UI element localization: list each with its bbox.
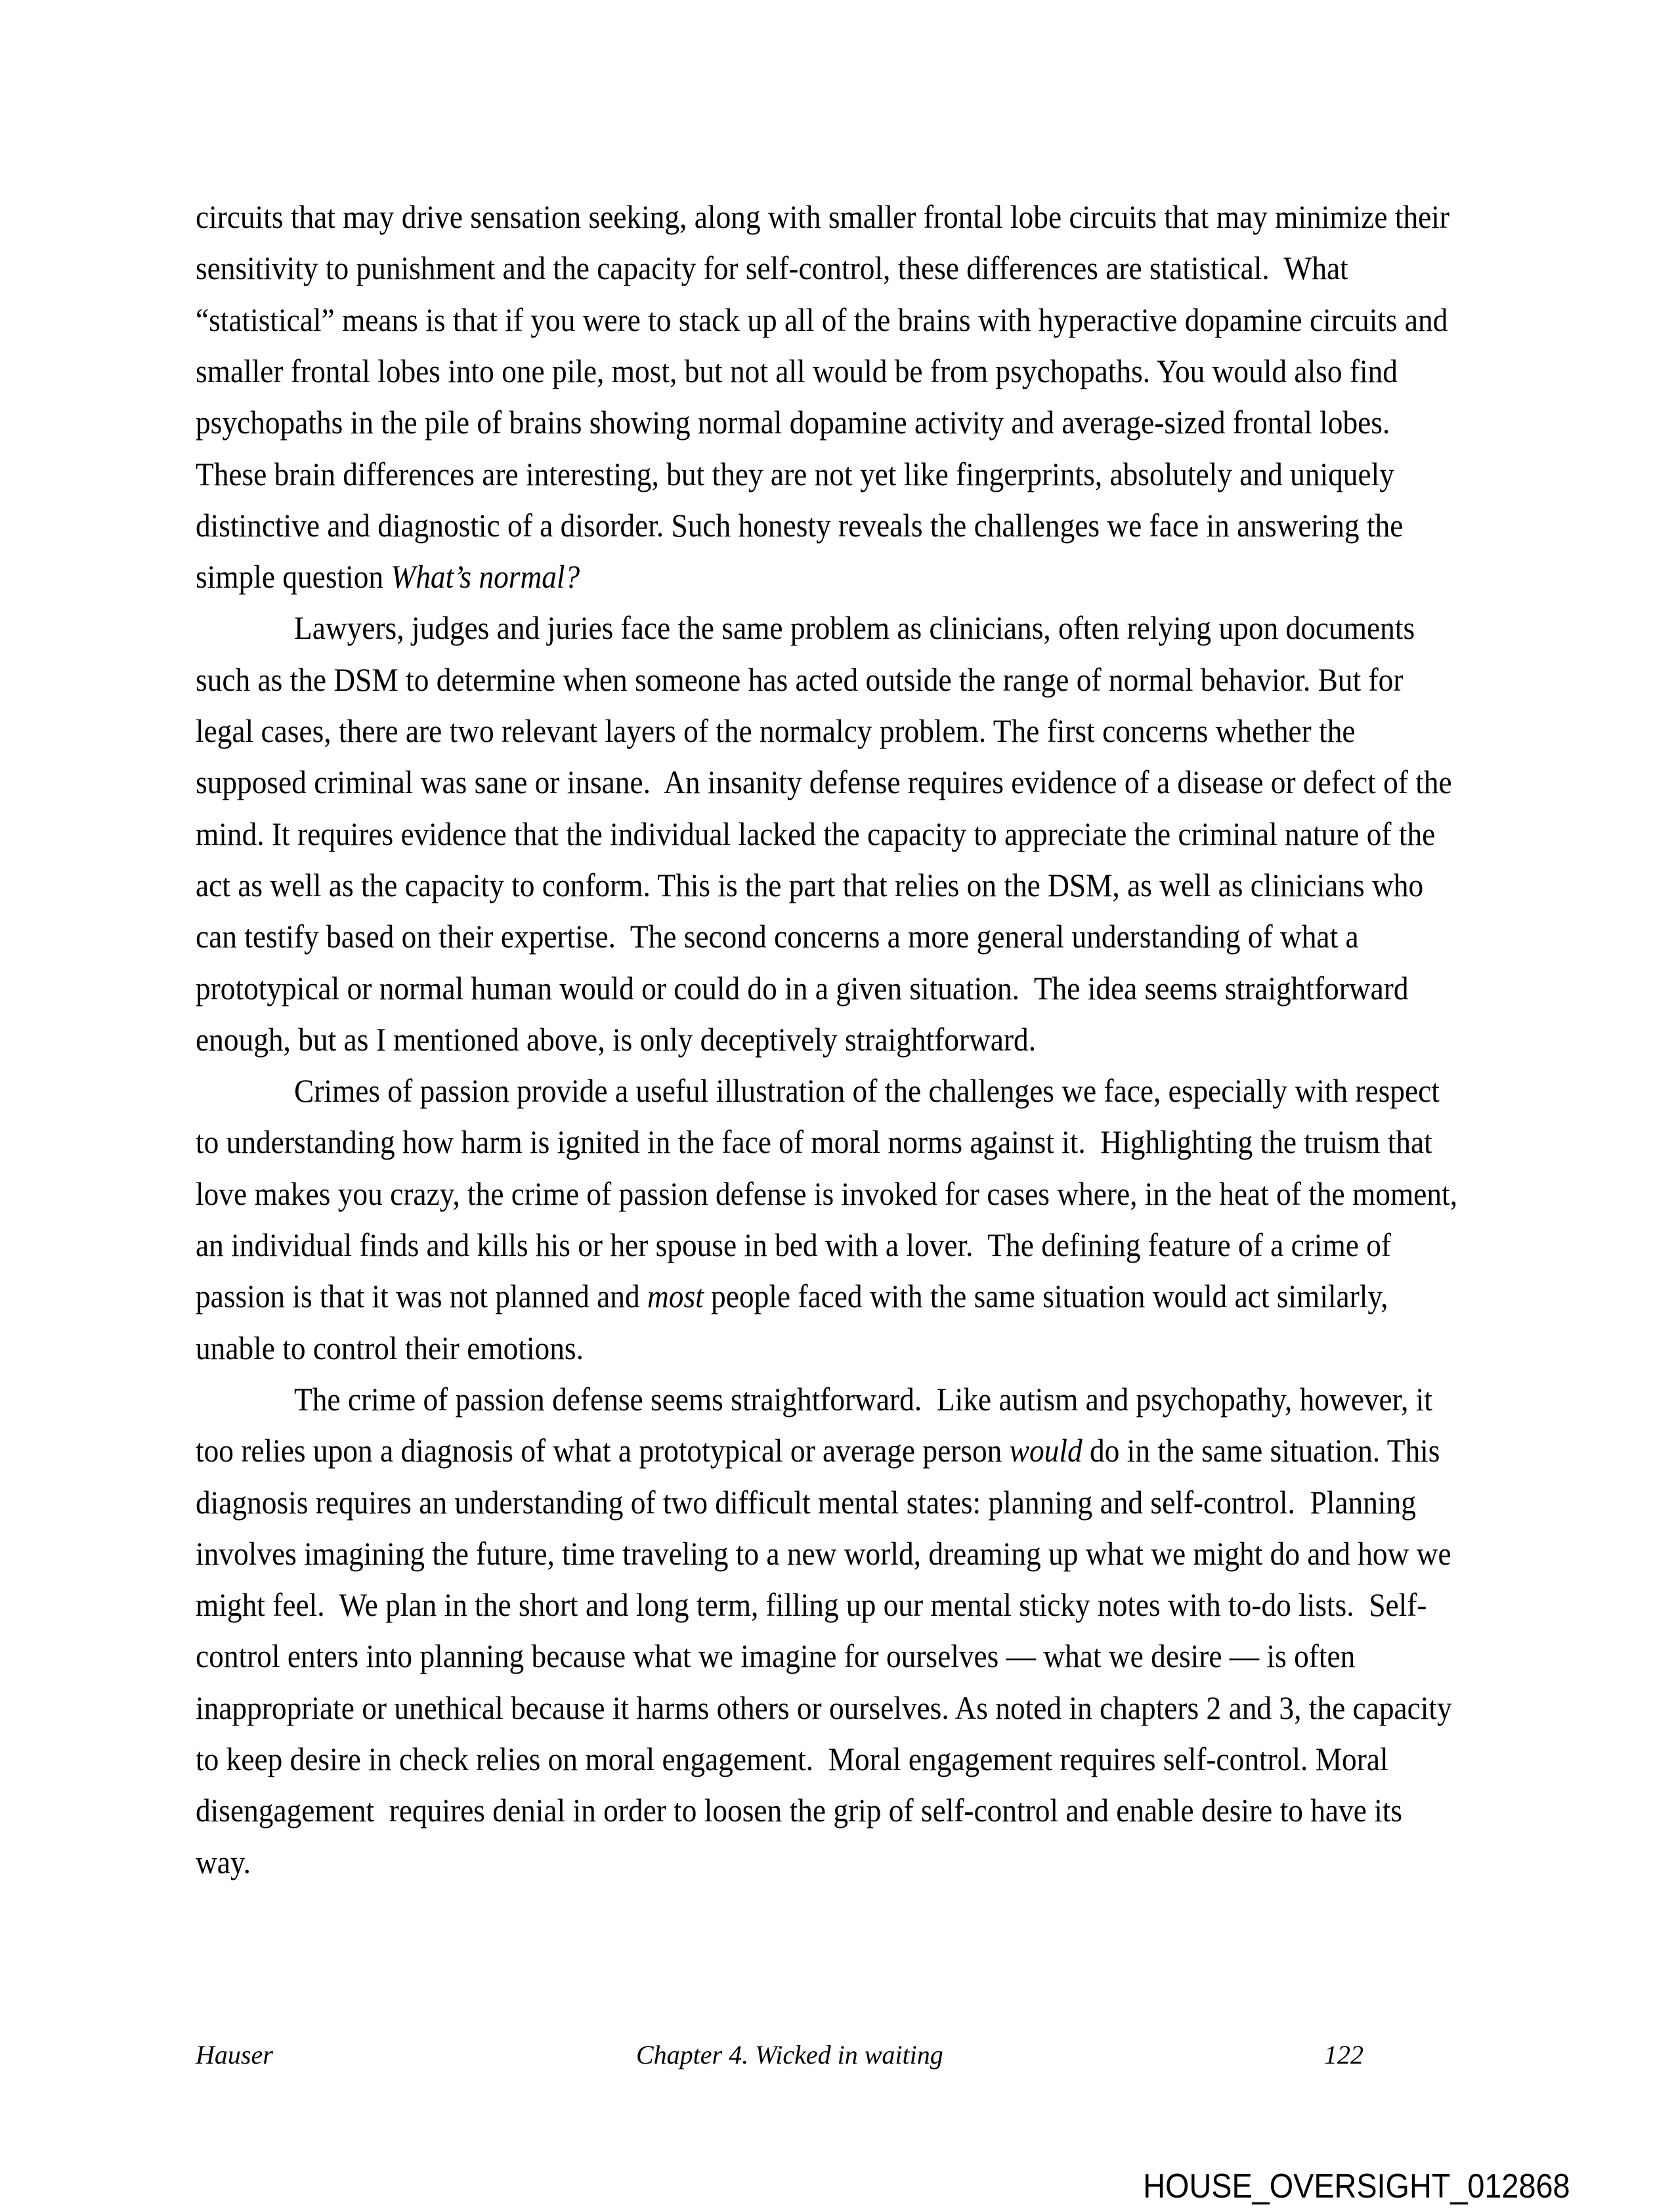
text-span: prototypical or normal human would or could do in a given situation. The idea seems straightforward bbox=[196, 969, 1409, 1007]
text-line bbox=[196, 1579, 1427, 1630]
text-span: smaller frontal lobes into one pile, most, but not all would be from psychopaths. You would also find bbox=[196, 352, 1398, 389]
footer-author: Hauser bbox=[196, 2040, 273, 2070]
text-line bbox=[196, 1014, 1036, 1065]
text-span: to understanding how harm is ignited in the face of moral norms against it. Highlighting the truism that bbox=[196, 1123, 1432, 1161]
text-span: do in the same situation. This bbox=[1082, 1432, 1440, 1469]
text-line bbox=[196, 911, 1359, 962]
text-span: supposed criminal was sane or insane. An insanity defense requires evidence of a disease or defect of the bbox=[196, 764, 1452, 801]
text-line bbox=[196, 397, 1390, 448]
text-span: circuits that may drive sensation seeking, along with smaller frontal lobe circuits that may minimize their bbox=[196, 198, 1449, 235]
text-span: legal cases, there are two relevant layers of the normalcy problem. The first concerns whether the bbox=[196, 712, 1356, 749]
italic-text: most bbox=[647, 1278, 704, 1315]
text-line bbox=[196, 294, 1448, 345]
text-span: act as well as the capacity to conform. This is the part that relies on the DSM, as well as clinicians who bbox=[196, 866, 1424, 903]
italic-text: What’s normal? bbox=[391, 558, 580, 596]
text-span: such as the DSM to determine when someone has acted outside the range of normal behavior. But for bbox=[196, 661, 1404, 698]
text-line bbox=[196, 448, 1394, 500]
text-line bbox=[196, 1836, 251, 1888]
text-span: can testify based on their expertise. The second concerns a more general understanding of what a bbox=[196, 918, 1359, 955]
text-span: sensitivity to punishment and the capacity for self-control, these differences are statistical. What bbox=[196, 249, 1348, 287]
text-line bbox=[196, 242, 1348, 293]
text-span: mind. It requires evidence that the individual lacked the capacity to appreciate the criminal nature of the bbox=[196, 815, 1436, 852]
text-span: love makes you crazy, the crime of passion defense is invoked for cases where, in the heat of the moment, bbox=[196, 1175, 1458, 1212]
text-span: people faced with the same situation would act similarly, bbox=[703, 1278, 1388, 1315]
text-line bbox=[294, 1065, 1440, 1116]
text-line bbox=[196, 963, 1409, 1014]
text-span: might feel. We plan in the short and long term, filling up our mental sticky notes with to-do lists. Self- bbox=[196, 1586, 1427, 1624]
text-span: psychopaths in the pile of brains showing normal dopamine activity and average-sized frontal lobes. bbox=[196, 404, 1390, 441]
text-span: Lawyers, judges and juries face the same problem as clinicians, often relying upon documents bbox=[294, 609, 1415, 647]
text-span: passion is that it was not planned and bbox=[196, 1278, 647, 1315]
text-line bbox=[196, 1322, 584, 1374]
text-span: too relies upon a diagnosis of what a prototypical or average person bbox=[196, 1432, 1010, 1469]
footer-page-number: 122 bbox=[1324, 2040, 1363, 2070]
text-span: inappropriate or unethical because it harms others or ourselves. As noted in chapters 2 and 3, the capacity bbox=[196, 1689, 1452, 1726]
text-line bbox=[196, 1270, 1388, 1322]
text-line bbox=[196, 1682, 1452, 1733]
text-span: The crime of passion defense seems straightforward. Like autism and psychopathy, however, it bbox=[294, 1380, 1432, 1418]
text-line bbox=[196, 1219, 1391, 1270]
text-line bbox=[196, 191, 1449, 242]
footer-chapter: Chapter 4. Wicked in waiting bbox=[636, 2040, 943, 2070]
text-span: These brain differences are interesting, but they are not yet like fingerprints, absolutely and uniquely bbox=[196, 455, 1394, 492]
text-span: control enters into planning because what we imagine for ourselves — what we desire — is often bbox=[196, 1637, 1356, 1675]
text-span: way. bbox=[196, 1843, 251, 1880]
text-line bbox=[196, 1477, 1416, 1528]
text-span: “statistical” means is that if you were to stack up all of the brains with hyperactive dopamine circuits and bbox=[196, 301, 1448, 338]
text-line bbox=[196, 1785, 1402, 1836]
text-span: involves imagining the future, time traveling to a new world, dreaming up what we might do and how we bbox=[196, 1534, 1451, 1572]
text-line bbox=[196, 808, 1435, 859]
italic-text: would bbox=[1009, 1432, 1083, 1469]
text-line bbox=[196, 1116, 1432, 1167]
text-line bbox=[196, 1733, 1388, 1785]
text-line bbox=[196, 705, 1356, 756]
text-line bbox=[196, 756, 1452, 808]
bates-stamp: HOUSE_OVERSIGHT_012868 bbox=[1143, 2167, 1570, 2205]
text-line bbox=[196, 859, 1423, 911]
text-span: disengagement requires denial in order to loosen the grip of self-control and enable desire to have its bbox=[196, 1792, 1403, 1829]
text-span: an individual finds and kills his or her spouse in bed with a lover. The defining feature of a crime of bbox=[196, 1226, 1392, 1263]
text-span: simple question bbox=[196, 558, 391, 596]
text-line bbox=[196, 1528, 1451, 1579]
text-line bbox=[196, 551, 580, 602]
text-line bbox=[294, 602, 1415, 653]
text-line bbox=[196, 345, 1398, 397]
text-span: unable to control their emotions. bbox=[196, 1329, 584, 1366]
text-span: Crimes of passion provide a useful illustration of the challenges we face, especially with respect bbox=[294, 1072, 1440, 1110]
text-span: distinctive and diagnostic of a disorder. Such honesty reveals the challenges we face in answering the bbox=[196, 506, 1404, 544]
text-span: enough, but as I mentioned above, is only deceptively straightforward. bbox=[196, 1020, 1037, 1058]
text-span: diagnosis requires an understanding of two difficult mental states: planning and self-control. Planning bbox=[196, 1483, 1416, 1521]
text-line bbox=[294, 1374, 1432, 1425]
text-line bbox=[196, 1168, 1457, 1219]
text-line bbox=[196, 500, 1403, 551]
text-line bbox=[196, 1630, 1355, 1681]
text-span: to keep desire in check relies on moral engagement. Moral engagement requires self-control. Moral bbox=[196, 1741, 1388, 1777]
text-line bbox=[196, 1425, 1440, 1476]
text-line bbox=[196, 654, 1403, 705]
